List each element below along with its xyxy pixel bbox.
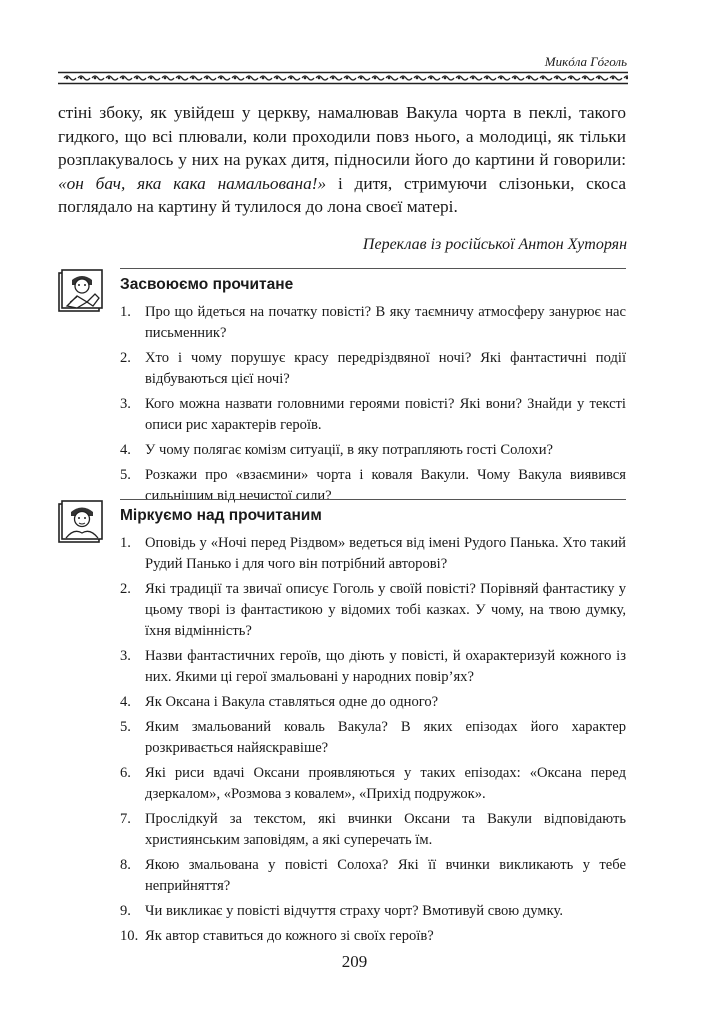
question-number: 5. (120, 719, 131, 735)
question-text: Якою змальована у повісті Солоха? Які її вчинки викликають у тебе неприйняття? (145, 857, 626, 894)
question-text: Чи викликає у повісті відчуття страху чорт? Вмотивуй свою думку. (145, 903, 563, 919)
question-number: 1. (120, 304, 131, 320)
question-text: Яким змальований коваль Вакула? В яких епізодах його характер розкривається найяскравіше? (145, 719, 626, 756)
student-thinking-icon (58, 499, 104, 545)
question-number: 8. (120, 857, 131, 873)
section-divider-line (120, 499, 626, 500)
question-number: 3. (120, 648, 131, 664)
question-number: 4. (120, 442, 131, 458)
question-item (120, 901, 626, 922)
question-number: 2. (120, 581, 131, 597)
question-item (120, 579, 626, 642)
question-number: 6. (120, 765, 131, 781)
question-number: 3. (120, 396, 131, 412)
question-text: Прослідкуй за текстом, які вчинки Оксани та Вакули відповідають християнським заповідям, а які суперечать їм. (145, 811, 626, 848)
question-number: 1. (120, 535, 131, 551)
question-item (120, 926, 626, 947)
question-item (120, 440, 626, 461)
question-item (120, 394, 626, 436)
running-header-author: Микóла Гóголь (544, 54, 627, 69)
question-text: Як Оксана і Вакула ставляться одне до одного? (145, 694, 439, 710)
section-title-assimilate: Засвоюємо прочитане (120, 276, 294, 293)
question-text: Про що йдеться на початку повісті? В яку таємничу атмосферу занурює нас письменник? (145, 304, 626, 341)
question-text: У чому полягає комізм ситуації, в яку потрапляють гості Солохи? (145, 442, 553, 458)
questions-list-assimilate (120, 302, 626, 511)
question-item (120, 533, 626, 575)
question-number: 5. (120, 467, 131, 483)
quoted-phrase: «он бач, яка кака намальована!» (58, 173, 327, 193)
question-number: 9. (120, 903, 131, 919)
question-item (120, 809, 626, 851)
question-number: 2. (120, 350, 131, 366)
question-text: Кого можна назвати головними героями повісті? Які вони? Знайди у тексті описи рис характерів героїв. (145, 396, 626, 433)
story-ending-paragraph (58, 101, 626, 219)
question-text: Які риси вдачі Оксани проявляються у таких епізодах: «Оксана перед дзеркалом», «Розмова з ковалем», «Прихід подружок». (145, 765, 626, 802)
paragraph-text-start: стіні збоку, як увійдеш у церкву, намалював Вакула чорта в пеклі, такого гидкого, що всі плювали, коли проходили повз нього, а молодиці, як тільки розплакувалось у них на руках дитя, підносили його до картини й говорили: (58, 103, 626, 170)
question-item (120, 465, 626, 507)
section-divider-line (120, 268, 626, 269)
section-title-reflect: Міркуємо над прочитаним (120, 507, 322, 524)
translator-credit: Переклав із російської Антон Хуторян (362, 236, 627, 253)
question-item (120, 348, 626, 390)
question-text: Назви фантастичних героїв, що діють у повісті, й охарактеризуй кожного із них. Якими ці герої змальовані у народних повір’ях? (145, 648, 626, 685)
questions-list-reflect (120, 533, 626, 951)
question-text: Розкажи про «взаємини» чорта і коваля Вакули. Чому Вакула виявився сильнішим від нечистої сили? (145, 467, 626, 504)
question-number: 10. (120, 928, 139, 944)
question-text: Як автор ставиться до кожного зі своїх героїв? (145, 928, 434, 944)
question-text: Хто і чому порушує красу передріздвяної ночі? Які фантастичні події відбуваються цієї ночі? (145, 350, 626, 387)
question-number: 7. (120, 811, 131, 827)
student-reading-icon (58, 268, 104, 314)
question-item (120, 302, 626, 344)
question-item (120, 855, 626, 897)
decorative-ornament-border (58, 71, 628, 85)
question-item (120, 717, 626, 759)
question-item (120, 692, 626, 713)
page-number: 209 (341, 952, 368, 971)
question-item (120, 763, 626, 805)
question-number: 4. (120, 694, 131, 710)
question-text: Які традиції та звичаї описує Гоголь у своїй повісті? Порівняй фантастику у цьому творі із фантастикою у відомих тобі казках. У чому, на твою думку, їхня відмінність? (145, 581, 626, 639)
question-text: Оповідь у «Ночі перед Різдвом» ведеться від імені Рудого Панька. Хто такий Рудий Панько і для чого він потрібний авторові? (145, 535, 626, 572)
question-item (120, 646, 626, 688)
paragraph-text-end: і дитя, стримуючи слізоньки, скоса поглядало на картину й тулилося до лона своєї матері. (58, 173, 626, 217)
